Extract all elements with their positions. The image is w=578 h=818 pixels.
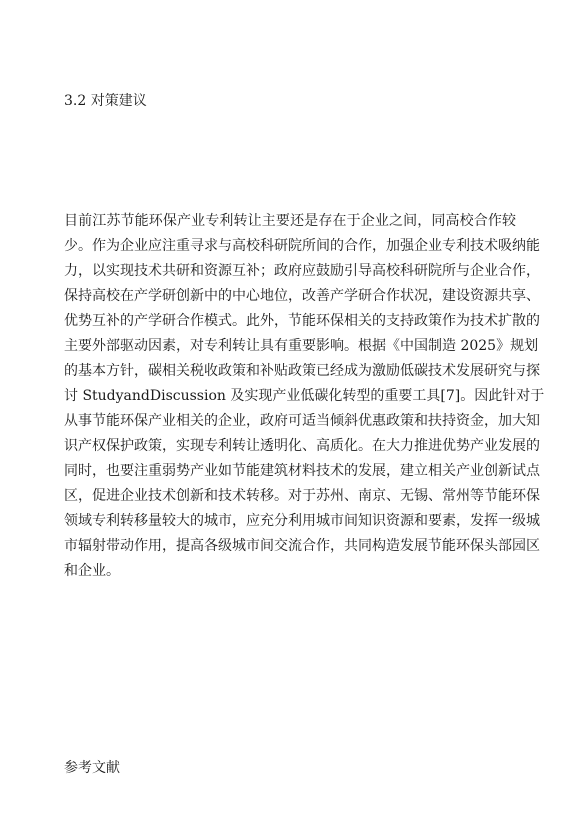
paragraph-line: 市辐射带动作用，提高各级城市间交流合作，共同构造发展节能环保头部园区 (64, 538, 540, 554)
paragraph-line: 识产权保护政策，实现专利转让透明化、高质化。在大力推进优势产业发展的 (64, 438, 540, 454)
paragraph-line: 优势互补的产学研合作模式。此外，节能环保相关的支持政策作为技术扩散的 (64, 313, 540, 329)
paragraph-line: 力，以实现技术共研和资源互补；政府应鼓励引导高校科研院所与企业合作， (64, 263, 540, 279)
paragraph-line: 少。作为企业应注重寻求与高校科研院所间的合作，加强企业专利技术吸纳能 (64, 238, 540, 254)
paragraph-line: 和企业。 (64, 563, 120, 579)
paragraph-line: 的基本方针，碳相关税收政策和补贴政策已经成为激励低碳技术发展研究与探 (64, 363, 540, 379)
paragraph-line: 主要外部驱动因素，对专利转让具有重要影响。根据《中国制造 2025》规划 (64, 338, 539, 354)
paragraph-line: 区，促进企业技术创新和技术转移。对于苏州、南京、无锡、常州等节能环保 (64, 488, 540, 504)
section-heading: 3.2 对策建议 (64, 93, 147, 109)
paragraph-line: 讨 StudyandDiscussion 及实现产业低碳化转型的重要工具[7]。因此针对于 (64, 388, 545, 404)
references-heading: 参考文献 (64, 760, 120, 776)
paragraph-line: 同时，也要注重弱势产业如节能建筑材料技术的发展，建立相关产业创新试点 (64, 463, 540, 479)
paragraph-line: 领域专利转移量较大的城市，应充分利用城市间知识资源和要素，发挥一级城 (64, 513, 540, 529)
body-paragraph (64, 209, 545, 584)
paragraph-line: 保持高校在产学研创新中的中心地位，改善产学研合作状况，建设资源共享、 (64, 288, 540, 304)
paragraph-line: 目前江苏节能环保产业专利转让主要还是存在于企业之间，同高校合作较 (64, 213, 516, 229)
paragraph-line: 从事节能环保产业相关的企业，政府可适当倾斜优惠政策和扶持资金，加大知 (64, 413, 540, 429)
